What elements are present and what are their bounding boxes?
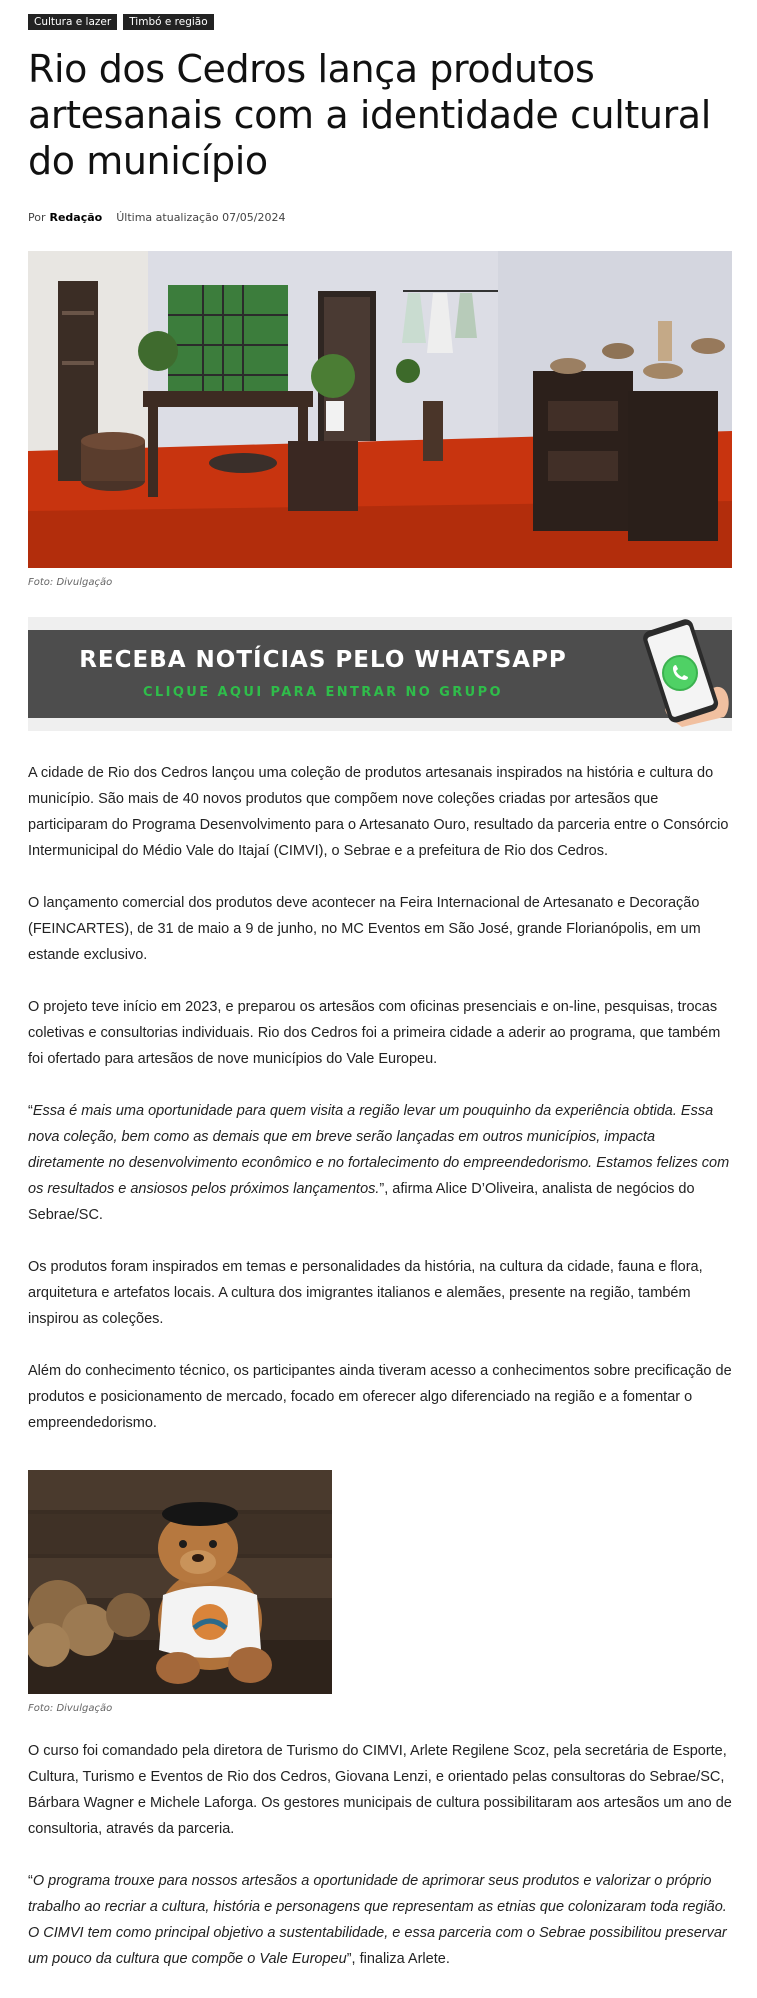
paragraph-4: Os produtos foram inspirados em temas e personalidades da história, na cultura da cidade, fauna e flora, arquitetura e artefatos locais. A cultura dos imigrantes italianos e alemães, presente na região, também inspirou as coleções.	[28, 1259, 703, 1327]
paragraph-5: Além do conhecimento técnico, os participantes ainda tiveram acesso a conhecimentos sobre precificação de produtos e posicionamento de mercado, focado em oferecer algo diferenciado na região e a fomentar o empreendedorismo.	[28, 1363, 732, 1431]
whatsapp-phone-icon	[628, 617, 732, 731]
quote-open-mark-2: “	[28, 1873, 33, 1889]
article-meta	[28, 211, 285, 224]
banner-headline: RECEBA NOTÍCIAS PELO WHATSAPP	[79, 647, 567, 673]
article-body	[28, 760, 732, 1462]
tag-cultura-e-lazer[interactable]: Cultura e lazer	[28, 14, 117, 30]
quote-arlete-attribution: ”, finaliza Arlete.	[346, 1951, 450, 1967]
teddy-bear-illustration	[28, 1470, 332, 1694]
teddy-bear-image	[28, 1470, 332, 1694]
quote-alice-text: Essa é mais uma oportunidade para quem visita a região levar um pouquinho da experiência obtida. Essa nova coleção, bem como as demais que em breve serão lançadas em outros municípios, impacta diretamente no desenvolvimento econômico e no fortalecimento do empreendedorismo. Estamos felizes com os resultados e ansiosos pelos próximos lançamentos.	[28, 1103, 730, 1197]
paragraph-6: O curso foi comandado pela diretora de Turismo do CIMVI, Arlete Regilene Scoz, pela secretária de Esporte, Cultura, Turismo e Eventos de Rio dos Cedros, Giovana Lenzi, e orientado pelas consultoras do Sebrae/SC, Bárbara Wagner e Michele Laforga. Os gestores municipais de cultura possibilitaram aos artesãos um ano de consultoria, através da parceria.	[28, 1743, 732, 1837]
article-body-continued	[28, 1738, 732, 1998]
hero-caption: Foto: Divulgação	[28, 577, 113, 588]
hero-image-illustration	[28, 251, 732, 568]
teddy-caption: Foto: Divulgação	[28, 1703, 113, 1714]
quote-alice	[28, 1098, 732, 1228]
paragraph-3: O projeto teve início em 2023, e preparou os artesãos com oficinas presenciais e on-line, pesquisas, trocas coletivas e consultorias individuais. Rio dos Cedros foi a primeira cidade a aderir ao programa, que também foi ofertado para artesãos de nove municípios do Vale Europeu.	[28, 999, 721, 1067]
quote-alice-attribution: ”, afirma Alice D’Oliveira, analista de negócios do Sebrae/SC.	[28, 1181, 695, 1223]
last-updated: Última atualização 07/05/2024	[116, 211, 286, 224]
quote-arlete-text: O programa trouxe para nossos artesãos a oportunidade de aprimorar seus produtos e valorizar o próprio trabalho ao recriar a cultura, história e personagens que representam as etnias que colonizaram toda região. O CIMVI tem como principal objetivo a sustentabilidade, e essa parceria com o Sebrae possibilitou preservar um pouco da cultura que compõe o Vale Europeu	[28, 1873, 727, 1967]
hero-image	[28, 251, 732, 568]
article-title: Rio dos Cedros lança produtos artesanais com a identidade cultural do município	[28, 47, 711, 183]
banner-subline: CLIQUE AQUI PARA ENTRAR NO GRUPO	[142, 685, 503, 700]
tag-timbo-e-regiao[interactable]: Timbó e região	[123, 14, 213, 30]
by-label: Por	[28, 211, 46, 224]
quote-open-mark: “	[28, 1103, 33, 1119]
author-link[interactable]: Redação	[49, 211, 103, 224]
paragraph-1: A cidade de Rio dos Cedros lançou uma coleção de produtos artesanais inspirados na história e cultura do município. São mais de 40 novos produtos que compõem nove coleções criadas por artesãos que participaram do Programa Desenvolvimento para o Artesanato Ouro, resultado da parceria entre o Consórcio Intermunicipal do Médio Vale do Itajaí (CIMVI), o Sebrae e a prefeitura de Rio dos Cedros.	[28, 765, 729, 859]
paragraph-2: O lançamento comercial dos produtos deve acontecer na Feira Internacional de Artesanato e Decoração (FEINCARTES), de 31 de maio a 9 de junho, no MC Eventos em São José, grande Florianópolis, em um estande exclusivo.	[28, 895, 701, 963]
quote-arlete	[28, 1868, 732, 1972]
whatsapp-group-banner[interactable]	[28, 617, 732, 731]
category-tags	[28, 14, 214, 30]
banner-band	[28, 630, 732, 718]
